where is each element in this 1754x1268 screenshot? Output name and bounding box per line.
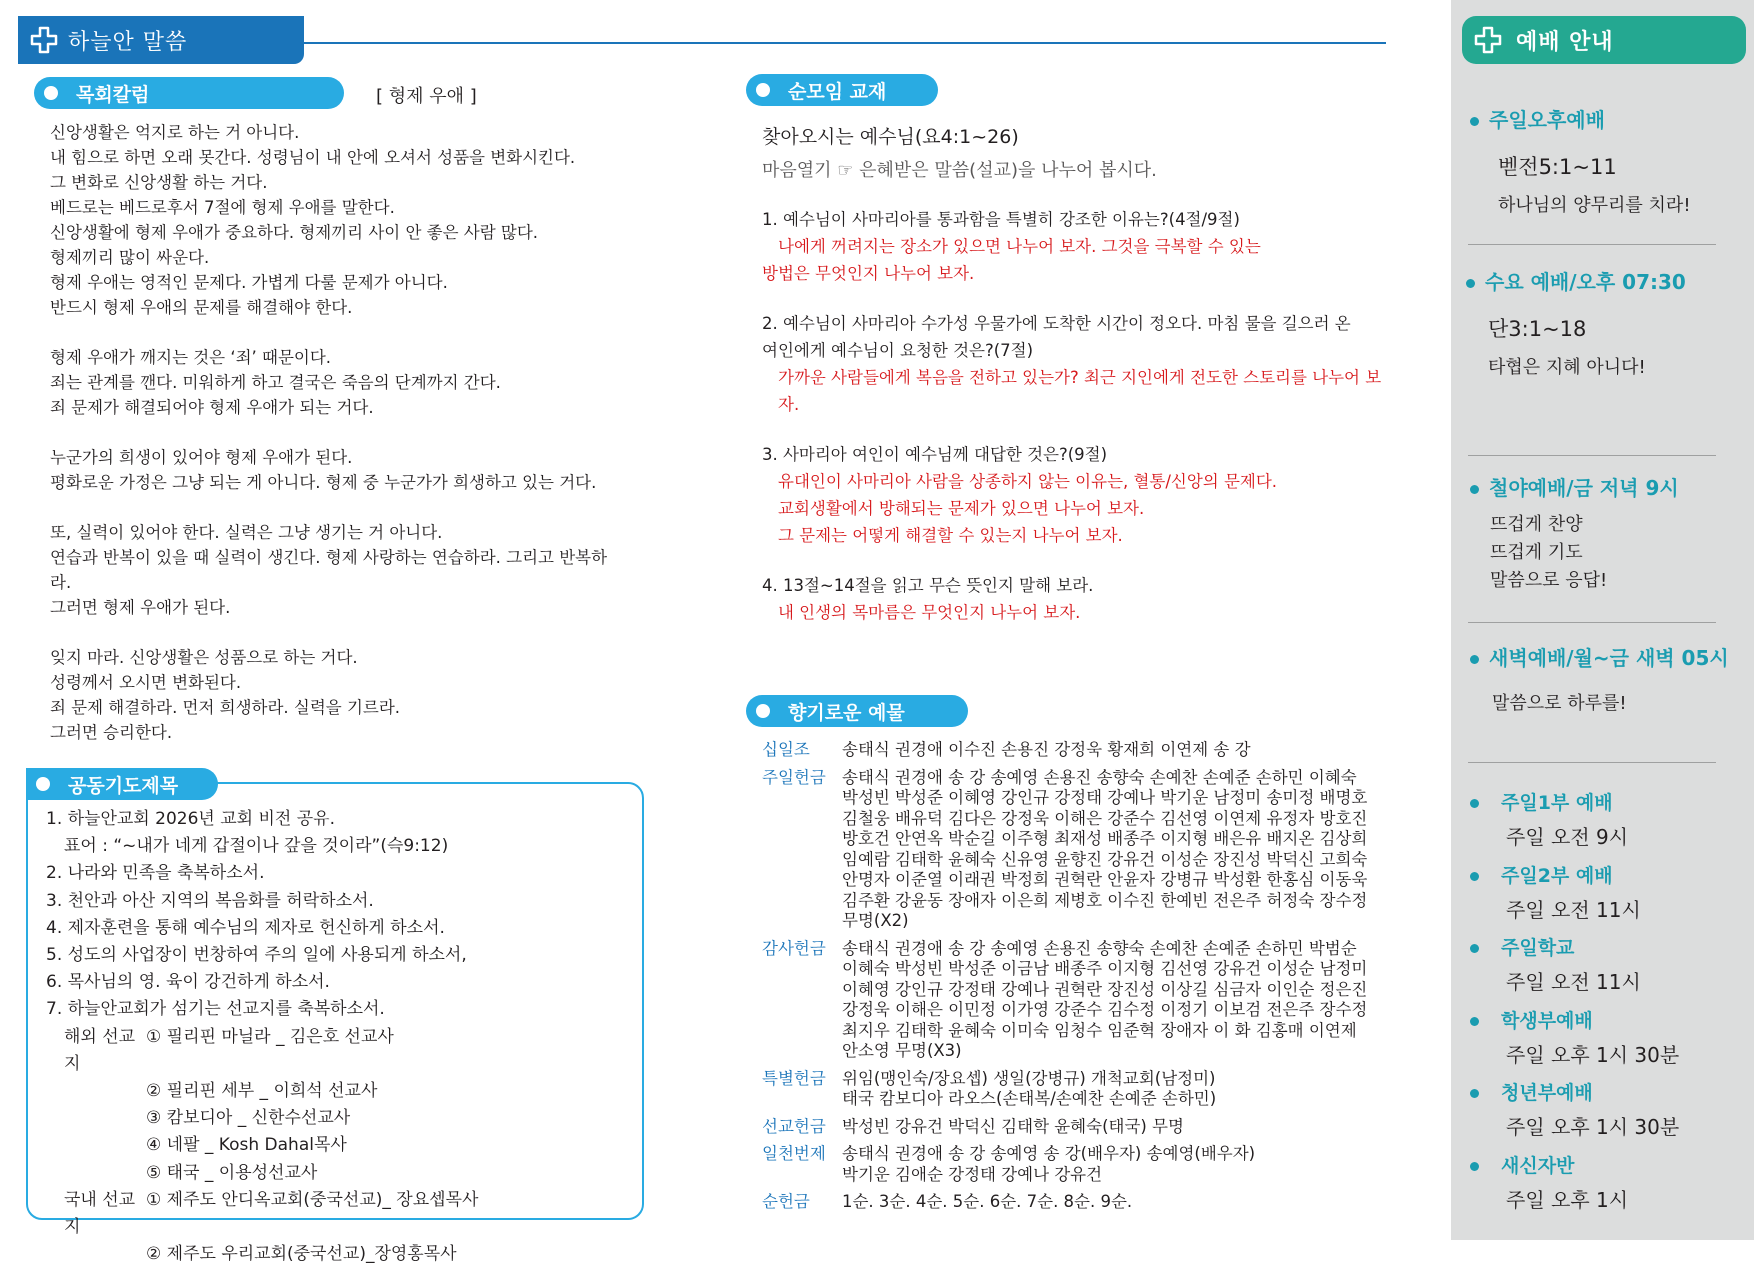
mission-region-label bbox=[46, 1078, 146, 1105]
schedule-item bbox=[1470, 1006, 1679, 1079]
bullet-dot-icon bbox=[1470, 1162, 1479, 1171]
bullet-dot-icon bbox=[756, 704, 770, 718]
study-question bbox=[762, 441, 1402, 549]
service-block bbox=[1470, 642, 1729, 715]
main-header-title: 하늘안 말씀 bbox=[68, 29, 188, 55]
column-line: 죄 문제가 해결되어야 형제 우애가 되는 거다. bbox=[50, 398, 374, 417]
column-line: 형제끼리 많이 싸운다. bbox=[50, 248, 210, 267]
study-questions bbox=[762, 206, 1402, 649]
prayer-item: 6. 목사님의 영. 육이 강건하게 하소서. bbox=[46, 972, 330, 993]
mission-region-label bbox=[46, 1105, 146, 1132]
mission-item: ④ 네팔 _ Kosh Dahal목사 bbox=[146, 1135, 347, 1156]
offering-name-line: 송태식 권경애 송 강 송예영 손용진 송향숙 손예찬 손예준 손하민 이혜숙 bbox=[842, 767, 1357, 787]
worship-header bbox=[1462, 16, 1746, 64]
service-line: 벧전5:1~11 bbox=[1498, 155, 1617, 179]
schedule-name: 학생부예배 bbox=[1501, 1009, 1593, 1032]
study-section-header bbox=[746, 74, 938, 106]
schedule-name-row bbox=[1470, 1151, 1679, 1178]
mission-row bbox=[46, 1241, 478, 1268]
offering-names bbox=[842, 939, 1402, 1062]
bullet-dot-icon bbox=[1466, 279, 1475, 288]
schedule-list bbox=[1470, 788, 1679, 1223]
column-line: 연습과 반복이 있을 때 실력이 생긴다. 형제 사랑하는 연습하라. 그리고 반복하라. bbox=[50, 548, 608, 592]
offering-row bbox=[762, 1192, 1422, 1213]
offering-list bbox=[762, 740, 1422, 1220]
question-line: 여인에게 예수님이 요청한 것은?(7절) bbox=[762, 341, 1034, 360]
column-section-header bbox=[34, 77, 344, 109]
prayer-item: 표어 : “~내가 네게 갑절이나 갚을 것이라”(슥9:12) bbox=[64, 836, 449, 857]
mission-region-label bbox=[46, 1160, 146, 1187]
question-line: 3. 사마리아 여인이 예수님께 대답한 것은?(9절) bbox=[762, 445, 1108, 464]
column-line: 죄는 관계를 깬다. 미워하게 하고 결국은 죽음의 단계까지 간다. bbox=[50, 373, 501, 392]
offering-names bbox=[842, 1117, 1402, 1138]
service-line: 뜨겁게 기도 bbox=[1490, 542, 1583, 563]
offering-row bbox=[762, 768, 1422, 932]
bullet-dot-icon bbox=[1470, 117, 1479, 126]
offering-name-line: 박성빈 강유건 박덕신 김태학 윤혜숙(태국) 무명 bbox=[842, 1116, 1184, 1136]
offering-name-line: 방호건 안연옥 박순길 이주형 최재성 배종주 이지형 배은유 배지온 김상희 bbox=[842, 829, 1368, 848]
offering-name-line: 최지우 김태학 윤혜숙 이미숙 임청수 임준혁 장애자 이 화 김홍매 이연제 bbox=[842, 1020, 1357, 1040]
column-line: 평화로운 가정은 그냥 되는 게 아니다. 형제 중 누군가가 희생하고 있는 거다. bbox=[50, 473, 597, 492]
schedule-time: 주일 오전 11시 bbox=[1506, 970, 1641, 994]
main-header bbox=[18, 16, 304, 64]
column-line: 내 힘으로 하면 오래 못간다. 성령님이 내 안에 오셔서 성품을 변화시킨다. bbox=[50, 148, 576, 167]
study-title: 순모임 교재 bbox=[788, 80, 887, 103]
mission-row bbox=[46, 1078, 478, 1105]
schedule-name: 주일1부 예배 bbox=[1501, 792, 1613, 814]
offering-label: 십일조 bbox=[762, 740, 810, 759]
column-line: 신앙생활에 형제 우애가 중요하다. 형제끼리 사이 안 좋은 사람 많다. bbox=[50, 223, 539, 242]
prayer-title: 공동기도제목 bbox=[68, 774, 179, 797]
answer-prompt: 나에게 꺼려지는 장소가 있으면 나누어 보자. 그것을 극복할 수 있는 bbox=[778, 237, 1261, 256]
schedule-item bbox=[1470, 861, 1679, 934]
column-line: 그러면 형제 우애가 된다. bbox=[50, 598, 231, 617]
prayer-item: 7. 하늘안교회가 섬기는 선교지를 축복하소서. bbox=[46, 999, 385, 1020]
mission-item: ⑤ 태국 _ 이용성선교사 bbox=[146, 1162, 318, 1183]
offering-row bbox=[762, 740, 1422, 761]
schedule-name: 청년부예배 bbox=[1501, 1082, 1593, 1104]
header-divider bbox=[304, 42, 1386, 44]
column-line: 형제 우애가 깨지는 것은 ‘죄’ 때문이다. bbox=[50, 348, 332, 367]
column-line: 누군가의 희생이 있어야 형제 우애가 된다. bbox=[50, 448, 353, 467]
offering-name-line: 이혜영 강인규 강정태 강예나 권혁란 장진성 이상길 심금자 이인순 정은진 bbox=[842, 979, 1368, 999]
service-line: 말씀으로 하루를! bbox=[1492, 693, 1627, 714]
bullet-dot-icon bbox=[1470, 872, 1479, 881]
offering-name-line: 1순. 3순. 4순. 5순. 6순. 7순. 8순. 9순. bbox=[842, 1192, 1133, 1211]
answer-prompt: 유대인이 사마리아 사람을 상종하지 않는 이유는, 혈통/신앙의 문제다. bbox=[778, 472, 1278, 491]
mission-item: ② 필리핀 세부 _ 이희석 선교사 bbox=[146, 1081, 378, 1102]
sidebar-divider bbox=[1468, 762, 1716, 763]
mission-region-label bbox=[46, 1241, 146, 1268]
offering-row bbox=[762, 1069, 1422, 1110]
mission-row bbox=[46, 1105, 478, 1132]
offering-label: 선교헌금 bbox=[762, 1116, 826, 1136]
service-name: 새벽예배/월~금 새벽 05시 bbox=[1489, 646, 1729, 670]
prayer-item: 4. 제자훈련을 통해 예수님의 제자로 헌신하게 하소서. bbox=[46, 917, 445, 938]
offering-name-line: 김주환 강윤동 장애자 이은희 제병호 이수진 한예빈 전은주 허정숙 장수정 bbox=[842, 890, 1368, 910]
mission-item: ① 필리핀 마닐라 _ 김은호 선교사 bbox=[146, 1026, 394, 1047]
mission-row bbox=[46, 1187, 478, 1241]
answer-prompt: 방법은 무엇인지 나누어 보자. bbox=[762, 264, 975, 283]
column-line: 베드로는 베드로후서 7절에 형제 우애를 말한다. bbox=[50, 198, 395, 217]
question-line: 2. 예수님이 사마리아 수가성 우물가에 도착한 시간이 정오다. 마침 물을 길으러 온 bbox=[762, 314, 1351, 333]
offering-name-line: 강정욱 이해은 이민정 이가영 강준수 김수정 이정기 이보검 전은주 장수정 bbox=[842, 1000, 1368, 1019]
worship-title: 예배 안내 bbox=[1516, 29, 1614, 55]
offering-row bbox=[762, 1144, 1422, 1185]
column-paragraph bbox=[50, 645, 610, 745]
offering-name-line: 안소영 무명(X3) bbox=[842, 1041, 962, 1060]
column-line: 성령께서 오시면 변화된다. bbox=[50, 673, 242, 692]
schedule-time: 주일 오후 1시 30분 bbox=[1506, 1115, 1680, 1139]
bullet-dot-icon bbox=[1470, 799, 1479, 808]
column-paragraph bbox=[50, 120, 610, 320]
prayer-item: 2. 나라와 민족을 축복하소서. bbox=[46, 863, 265, 884]
offering-label: 일천번제 bbox=[762, 1144, 826, 1163]
bullet-dot-icon bbox=[1470, 655, 1479, 664]
question-line: 1. 예수님이 사마리아를 통과함을 특별히 강조한 이유는?(4절/9절) bbox=[762, 210, 1240, 229]
service-line: 단3:1~18 bbox=[1488, 317, 1587, 341]
mission-item: ① 제주도 안디옥교회(중국선교)_ 장요셉목사 bbox=[146, 1189, 479, 1210]
offering-names bbox=[842, 1192, 1402, 1213]
offering-names bbox=[842, 1144, 1402, 1185]
study-question bbox=[762, 206, 1402, 287]
service-line: 말씀으로 응답! bbox=[1490, 570, 1608, 591]
mission-row bbox=[46, 1132, 478, 1159]
service-block bbox=[1470, 472, 1679, 595]
prayer-section-header bbox=[26, 768, 218, 800]
offering-name-line: 안명자 이준열 이래권 박정희 권혁란 안윤자 강병규 박성환 한홍심 이동욱 bbox=[842, 870, 1368, 889]
schedule-name-row bbox=[1470, 861, 1679, 888]
cross-icon bbox=[1474, 26, 1502, 54]
schedule-item bbox=[1470, 788, 1679, 861]
study-intro: 마음열기 ☞ 은혜받은 말씀(설교)을 나누어 봅시다. bbox=[762, 160, 1157, 181]
offering-name-line: 무명(X2) bbox=[842, 911, 909, 930]
sidebar-divider bbox=[1468, 622, 1716, 623]
offering-name-line: 송태식 권경애 이수진 손용진 강정욱 황재희 이연제 송 강 bbox=[842, 740, 1251, 759]
offering-row bbox=[762, 1117, 1422, 1138]
mission-item: ③ 캄보디아 _ 신한수선교사 bbox=[146, 1108, 351, 1129]
question-line: 4. 13절~14절을 읽고 무슨 뜻인지 말해 보라. bbox=[762, 576, 1094, 595]
column-line: 신앙생활은 억지로 하는 거 아니다. bbox=[50, 123, 300, 142]
schedule-item bbox=[1470, 1151, 1679, 1224]
study-question bbox=[762, 572, 1402, 626]
offering-name-line: 위임(맹인숙/장요셉) 생일(강병규) 개척교회(남정미) bbox=[842, 1068, 1216, 1088]
offering-label: 특별헌금 bbox=[762, 1068, 826, 1088]
mission-item: ② 제주도 우리교회(중국선교)_장영홍목사 bbox=[146, 1244, 457, 1265]
answer-prompt: 내 인생의 목마름은 무엇인지 나누어 보자. bbox=[778, 603, 1081, 622]
offering-row bbox=[762, 939, 1422, 1062]
column-line: 잊지 마라. 신앙생활은 성품으로 하는 거다. bbox=[50, 648, 358, 667]
column-line: 반드시 형제 우애의 문제를 해결해야 한다. bbox=[50, 298, 353, 317]
schedule-name-row bbox=[1470, 1078, 1679, 1105]
column-title: 목회칼럼 bbox=[76, 83, 150, 106]
column-paragraph bbox=[50, 345, 610, 420]
offering-name-line: 임예람 김태학 윤혜숙 신유영 윤향진 강유건 이성순 장진성 박덕신 고희숙 bbox=[842, 849, 1368, 869]
cross-icon bbox=[30, 26, 58, 54]
service-line: 뜨겁게 찬양 bbox=[1490, 514, 1583, 535]
column-line: 죄 문제 해결하라. 먼저 희생하라. 실력을 기르라. bbox=[50, 698, 401, 717]
mission-region-label: 해외 선교지 bbox=[64, 1026, 136, 1074]
sidebar-divider bbox=[1468, 455, 1716, 456]
column-paragraph bbox=[50, 520, 610, 620]
offering-label: 감사헌금 bbox=[762, 938, 826, 958]
offering-label: 주일헌금 bbox=[762, 767, 826, 787]
bullet-dot-icon bbox=[1470, 485, 1479, 494]
bullet-dot-icon bbox=[1470, 1017, 1479, 1026]
offering-name-line: 송태식 권경애 송 강 송예영 송 강(배우자) 송예영(배우자) bbox=[842, 1144, 1256, 1163]
schedule-name: 주일학교 bbox=[1501, 937, 1575, 959]
offering-names bbox=[842, 740, 1402, 761]
schedule-time: 주일 오전 9시 bbox=[1506, 825, 1629, 849]
schedule-time: 주일 오전 11시 bbox=[1506, 897, 1641, 922]
mission-region-label bbox=[46, 1132, 146, 1159]
service-name: 수요 예배/오후 07:30 bbox=[1485, 270, 1686, 294]
column-body bbox=[50, 120, 610, 770]
prayer-item: 5. 성도의 사업장이 번창하여 주의 일에 사용되게 하소서, bbox=[46, 945, 467, 966]
study-heading: 찾아오시는 예수님(요4:1~26) bbox=[762, 126, 1019, 148]
schedule-name-row bbox=[1470, 933, 1679, 960]
bullet-dot-icon bbox=[1470, 944, 1479, 953]
mission-region-label: 국내 선교지 bbox=[64, 1189, 136, 1238]
column-line: 형제 우애는 영적인 문제다. 가볍게 다룰 문제가 아니다. bbox=[50, 273, 448, 292]
service-name: 주일오후예배 bbox=[1489, 108, 1605, 132]
column-line: 그러면 승리한다. bbox=[50, 723, 173, 742]
study-question bbox=[762, 310, 1402, 418]
mission-row bbox=[46, 1160, 478, 1187]
offering-title: 향기로운 예물 bbox=[788, 701, 905, 724]
schedule-name-row bbox=[1470, 788, 1679, 815]
prayer-item: 1. 하늘안교회 2026년 교회 비전 공유. bbox=[46, 809, 335, 829]
schedule-name: 새신자반 bbox=[1501, 1154, 1575, 1177]
offering-name-line: 박성빈 박성준 이혜영 강인규 강정태 강예나 박기운 남정미 송미정 배명호 bbox=[842, 788, 1368, 807]
schedule-name: 주일2부 예배 bbox=[1501, 864, 1613, 887]
offering-name-line: 이혜숙 박성빈 박성준 이금남 배종주 이지형 김선영 강유건 이성순 남정미 bbox=[842, 959, 1368, 978]
prayer-list bbox=[46, 806, 478, 1268]
sidebar-divider bbox=[1468, 244, 1716, 245]
answer-prompt: 교회생활에서 방해되는 문제가 있으면 나누어 보자. bbox=[778, 499, 1145, 518]
schedule-item bbox=[1470, 933, 1679, 1006]
offering-name-line: 박기운 김애순 강정태 강예나 강유건 bbox=[842, 1164, 1103, 1184]
offering-names bbox=[842, 768, 1402, 932]
offering-section-header bbox=[746, 695, 968, 727]
service-block bbox=[1470, 104, 1691, 217]
answer-prompt: 그 문제는 어떻게 해결할 수 있는지 나누어 보자. bbox=[778, 526, 1123, 545]
schedule-time: 주일 오후 1시 30분 bbox=[1506, 1042, 1680, 1067]
service-line: 타협은 지혜 아니다! bbox=[1488, 357, 1646, 378]
column-subtitle: [ 형제 우애 ] bbox=[376, 86, 477, 107]
answer-prompt: 가까운 사람들에게 복음을 전하고 있는가? 최근 지인에게 전도한 스토리를 나누어 보자. bbox=[778, 368, 1382, 414]
offering-label: 순헌금 bbox=[762, 1192, 810, 1211]
mission-row bbox=[46, 1024, 478, 1078]
service-name: 철야예배/금 저녁 9시 bbox=[1489, 476, 1679, 500]
offering-name-line: 김철웅 배유덕 김다은 강정욱 이해은 강준수 김선영 이연제 유정자 방호진 bbox=[842, 808, 1368, 828]
service-block bbox=[1466, 266, 1686, 379]
offering-name-line: 태국 캄보디아 라오스(손태복/손예찬 손예준 손하민) bbox=[842, 1089, 1217, 1108]
schedule-time: 주일 오후 1시 bbox=[1506, 1187, 1629, 1212]
bullet-dot-icon bbox=[44, 86, 58, 100]
schedule-name-row bbox=[1470, 1006, 1679, 1033]
column-paragraph bbox=[50, 445, 610, 495]
offering-name-line: 송태식 권경애 송 강 송예영 손용진 송향숙 손예찬 손예준 손하민 박범순 bbox=[842, 938, 1357, 958]
column-line: 그 변화로 신앙생활 하는 거다. bbox=[50, 173, 268, 192]
offering-names bbox=[842, 1069, 1402, 1110]
service-line: 하나님의 양무리를 치라! bbox=[1498, 195, 1691, 216]
prayer-item: 3. 천안과 아산 지역의 복음화를 허락하소서. bbox=[46, 890, 374, 911]
bullet-dot-icon bbox=[756, 83, 770, 97]
column-line: 또, 실력이 있어야 한다. 실력은 그냥 생기는 거 아니다. bbox=[50, 523, 443, 542]
bullet-dot-icon bbox=[1470, 1089, 1479, 1098]
bullet-dot-icon bbox=[36, 777, 50, 791]
schedule-item bbox=[1470, 1078, 1679, 1151]
